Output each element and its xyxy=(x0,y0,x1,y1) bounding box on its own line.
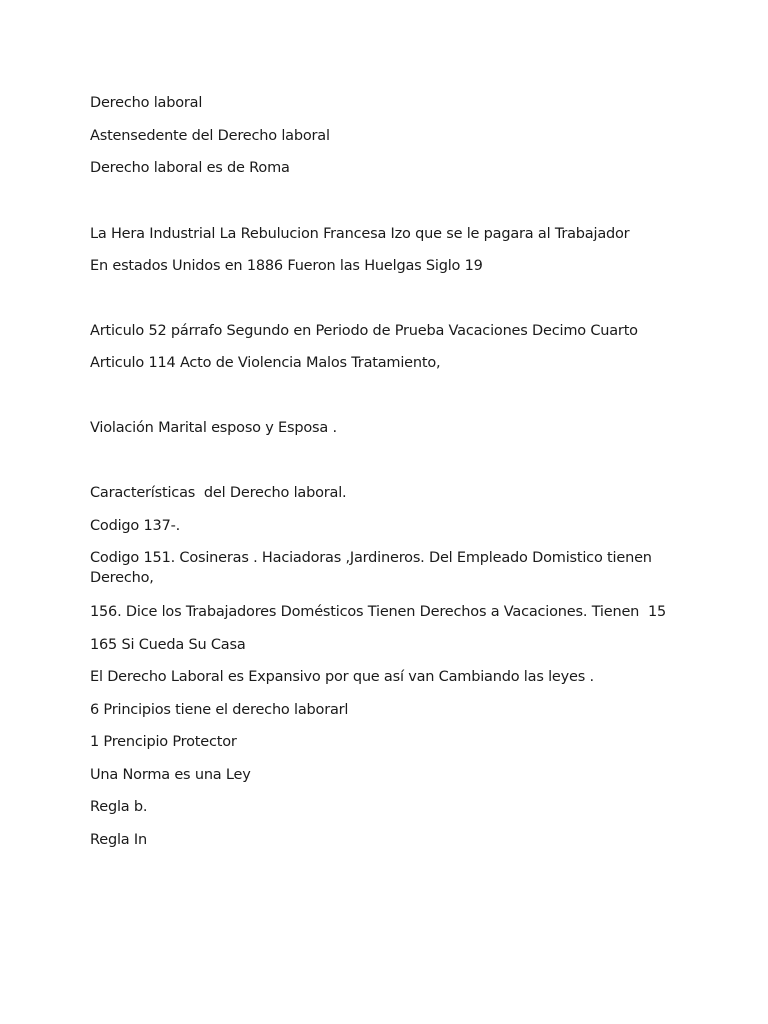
text-line: Regla In xyxy=(90,832,147,848)
text-line: Violación Marital esposo y Esposa . xyxy=(90,420,337,436)
text-line: 165 Si Cueda Su Casa xyxy=(90,637,246,653)
text-line: Una Norma es una Ley xyxy=(90,767,251,783)
text-line: 1 Prencipio Protector xyxy=(90,734,237,750)
text-line: El Derecho Laboral es Expansivo por que así van Cambiando las leyes . xyxy=(90,669,594,685)
text-line: Derecho laboral es de Roma xyxy=(90,160,290,176)
text-line: La Hera Industrial La Rebulucion Francesa Izo que se le pagara al Trabajador xyxy=(90,226,630,242)
text-line: Regla b. xyxy=(90,799,148,815)
text-line: Articulo 52 párrafo Segundo en Periodo de Prueba Vacaciones Decimo Cuarto xyxy=(90,323,638,339)
text-line: Astensedente del Derecho laboral xyxy=(90,128,330,144)
text-line: 6 Principios tiene el derecho laborarl xyxy=(90,702,349,718)
text-line: Codigo 137-. xyxy=(90,518,181,534)
text-line: En estados Unidos en 1886 Fueron las Huelgas Siglo 19 xyxy=(90,258,483,274)
text-line: Características del Derecho laboral. xyxy=(90,485,347,501)
text-line: 156. Dice los Trabajadores Domésticos Tienen Derechos a Vacaciones. Tienen 15 xyxy=(90,604,667,620)
text-line: Derecho laboral xyxy=(90,95,203,111)
text-line: Codigo 151. Cosineras . Haciadoras ,Jardineros. Del Empleado Domistico tienen Derecho, xyxy=(90,550,657,586)
text-line: Articulo 114 Acto de Violencia Malos Tratamiento, xyxy=(90,355,441,371)
